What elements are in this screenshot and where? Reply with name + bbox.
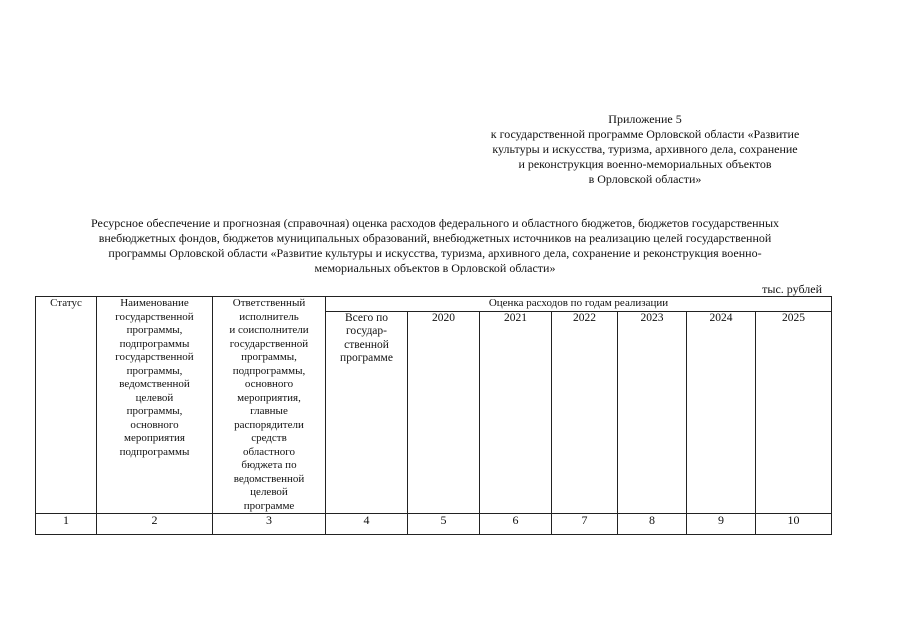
column-number: 5	[408, 514, 480, 535]
document-title	[40, 216, 830, 276]
header-total: Всего по государ- ственной программе	[326, 311, 408, 514]
column-number: 6	[480, 514, 552, 535]
appendix-line: в Орловской области»	[588, 172, 702, 186]
header-status: Статус	[36, 297, 97, 514]
header-year: 2020	[408, 311, 480, 514]
column-number: 3	[213, 514, 326, 535]
header-year: 2022	[552, 311, 618, 514]
header-year: 2025	[756, 311, 832, 514]
title-line: мемориальных объектов в Орловской области»	[314, 261, 556, 275]
header-year: 2023	[618, 311, 687, 514]
units-label: тыс. рублей	[762, 282, 822, 296]
column-number: 1	[36, 514, 97, 535]
header-expense-group: Оценка расходов по годам реализации	[326, 297, 832, 312]
appendix-line: и реконструкция военно-мемориальных объектов	[518, 157, 772, 171]
budget-table	[35, 296, 832, 535]
header-name: Наименование государственной программы, подпрограммы государственной программы, ведомственной целевой программы, основного мероприятия подпрограммы	[97, 297, 213, 514]
title-line: программы Орловской области «Развитие культуры и искусства, туризма, архивного дела, сохранение и реконструкция военно-	[108, 246, 762, 260]
header-year: 2024	[687, 311, 756, 514]
column-number: 8	[618, 514, 687, 535]
column-number: 10	[756, 514, 832, 535]
header-responsible: Ответственный исполнитель и соисполнители государственной программы, подпрограммы, основного мероприятия, главные распорядители средств областного бюджета по ведомственной целевой программе	[213, 297, 326, 514]
column-number: 7	[552, 514, 618, 535]
header-year: 2021	[480, 311, 552, 514]
column-number: 9	[687, 514, 756, 535]
appendix-note	[470, 112, 820, 187]
header-row-top	[36, 297, 832, 312]
title-line: внебюджетных фондов, бюджетов муниципальных образований, внебюджетных источников на реализацию целей государственной	[98, 231, 772, 245]
appendix-line: к государственной программе Орловской области «Развитие	[490, 127, 800, 141]
column-number-row	[36, 514, 832, 535]
appendix-line: культуры и искусства, туризма, архивного дела, сохранение	[492, 142, 798, 156]
column-number: 2	[97, 514, 213, 535]
column-number: 4	[326, 514, 408, 535]
appendix-line: Приложение 5	[608, 112, 682, 126]
title-line: Ресурсное обеспечение и прогнозная (справочная) оценка расходов федерального и областного бюджетов, бюджетов государственных	[90, 216, 780, 230]
